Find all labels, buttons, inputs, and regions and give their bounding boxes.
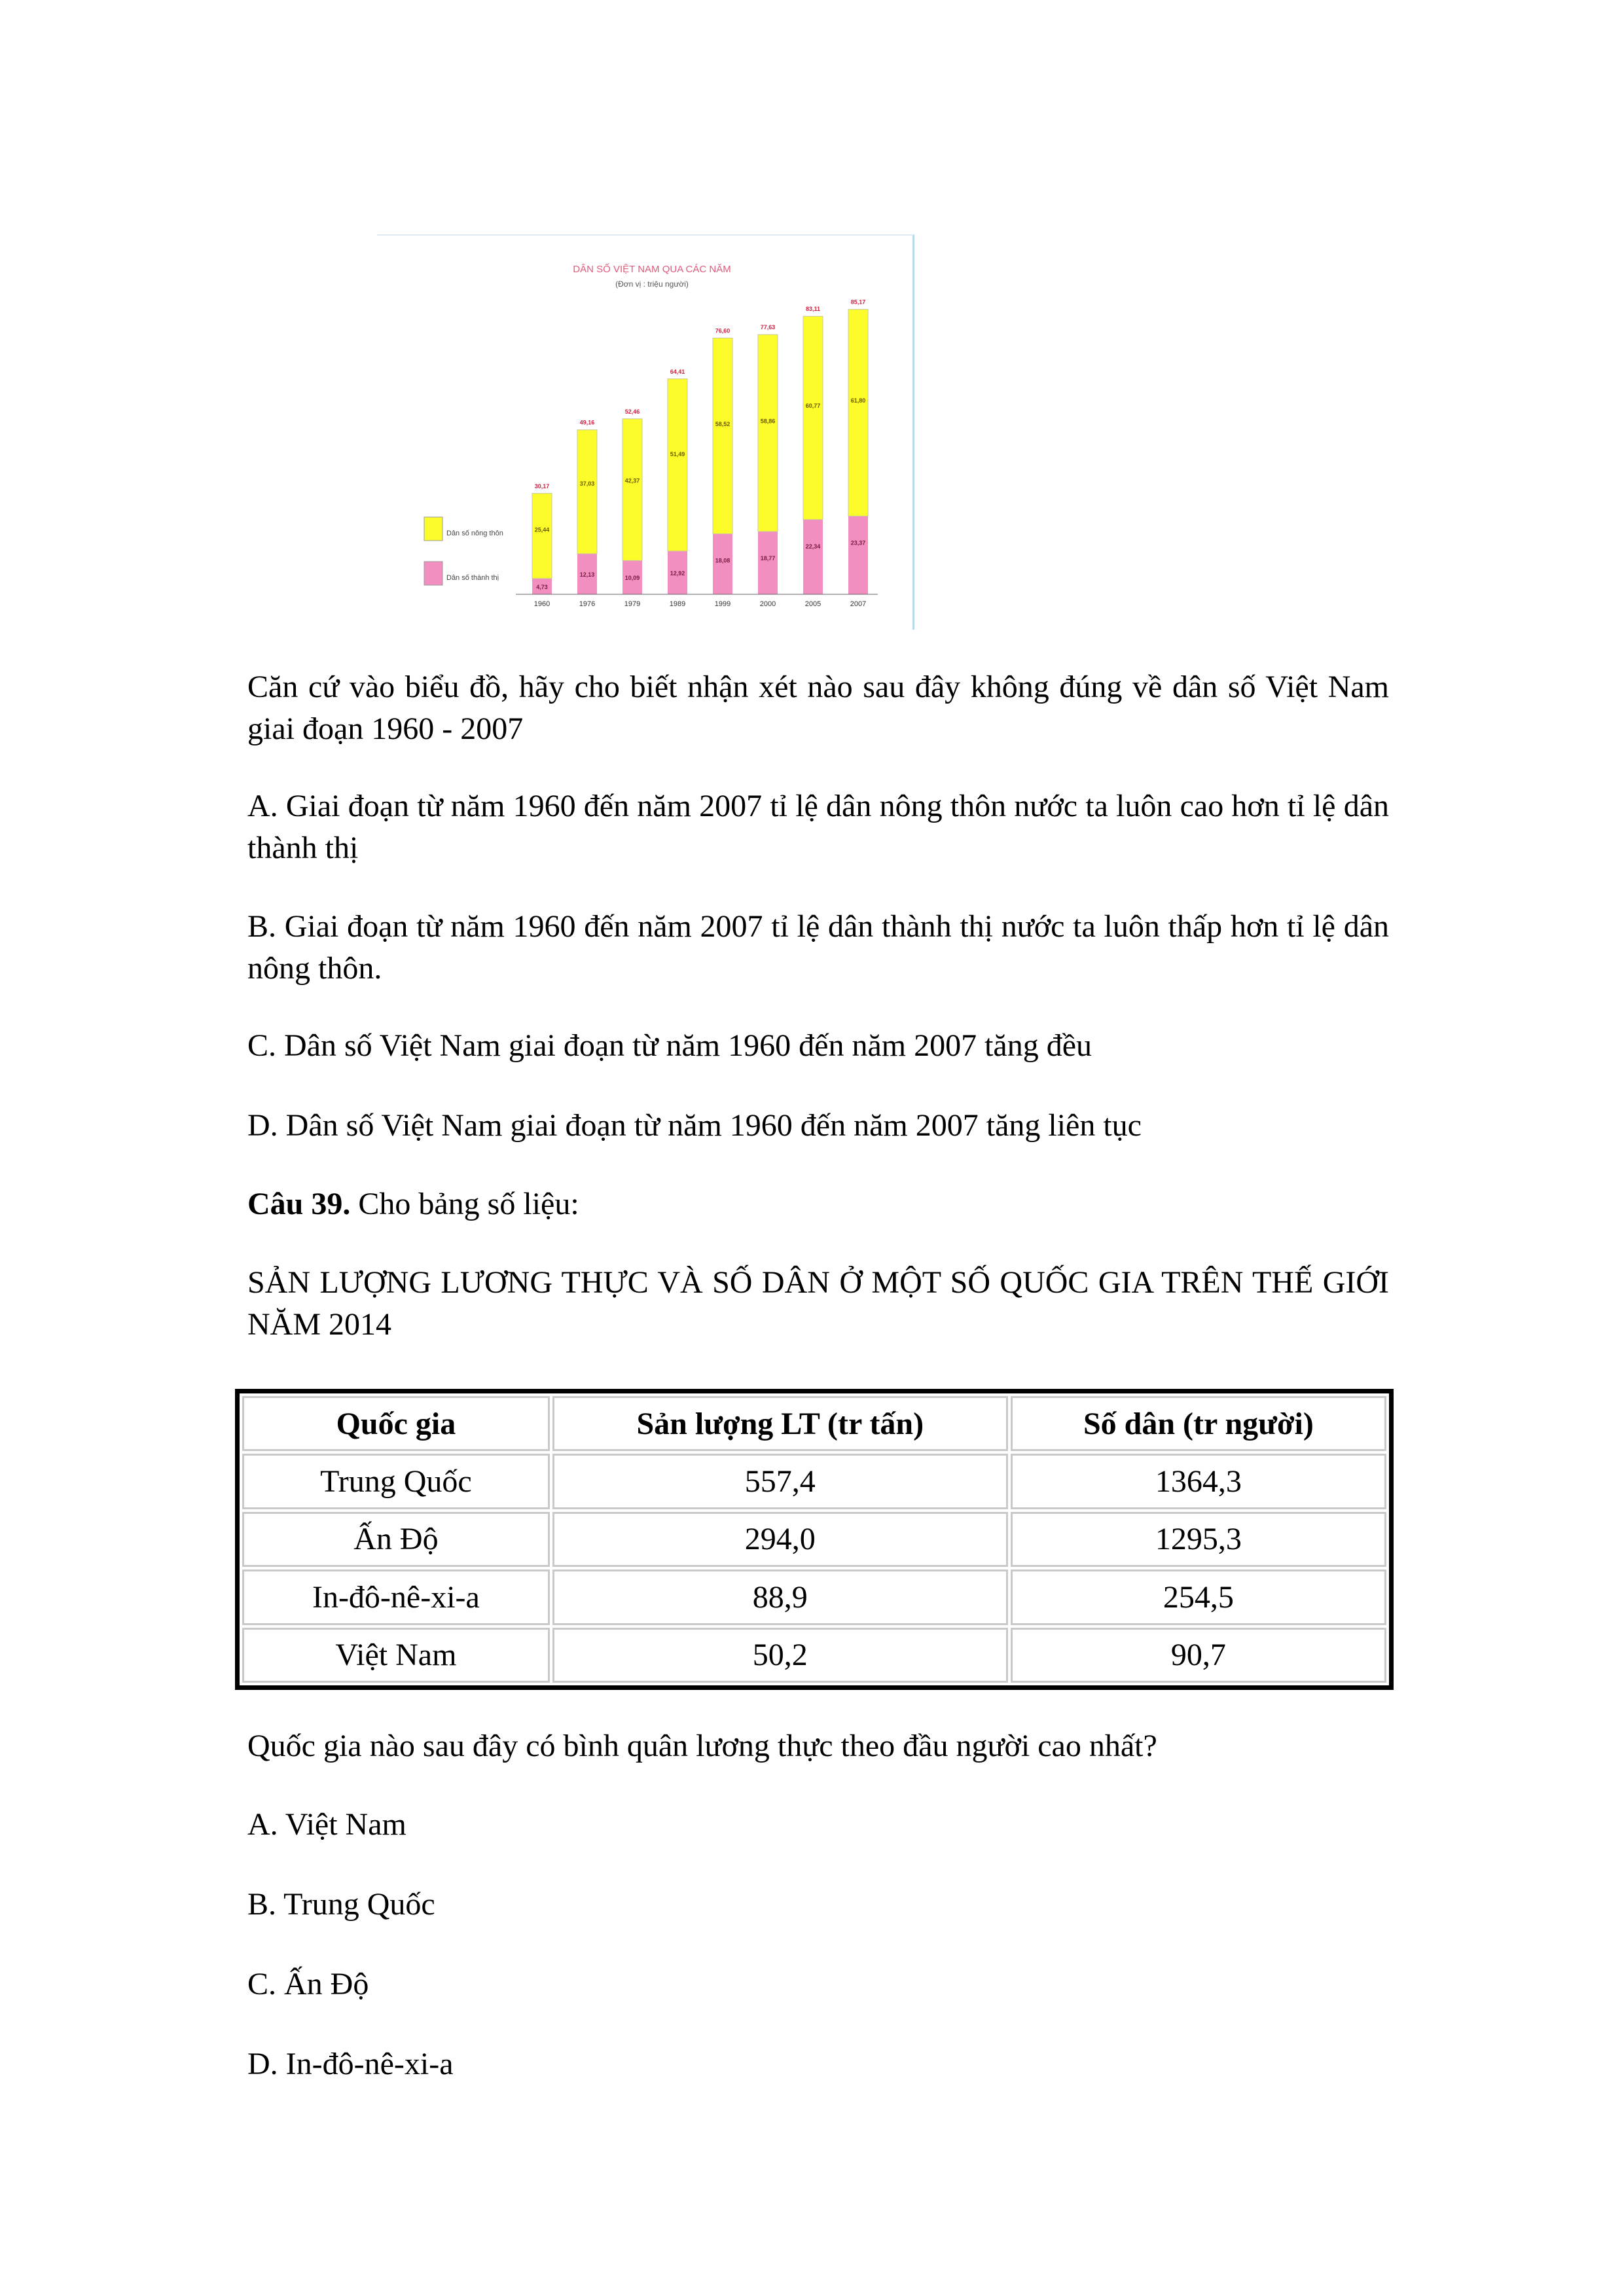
tick-1979: 1979: [624, 600, 641, 608]
question-39-table-title: SẢN LƯỢNG LƯƠNG THỰC VÀ SỐ DÂN Ở MỘT SỐ QUỐC GIA TRÊN THẾ GIỚI NĂM 2014: [247, 1265, 1389, 1342]
label-rural-1999: 58,52: [715, 421, 731, 428]
question-39-option-b: B. Trung Quốc: [247, 1887, 435, 1922]
label-total-1979: 52,46: [624, 408, 640, 415]
legend-swatch-rural: [424, 517, 442, 541]
label-urban-1989: 12,92: [670, 569, 685, 577]
table-cell: 557,4: [552, 1454, 1008, 1509]
legend-swatch-urban: [424, 562, 442, 585]
table-cell: 254,5: [1011, 1570, 1386, 1624]
tick-1999: 1999: [714, 600, 731, 608]
label-total-2005: 83,11: [805, 306, 821, 313]
label-total-2000: 77,63: [760, 324, 776, 331]
label-urban-1976: 12,13: [579, 571, 595, 579]
table-header-row: [242, 1396, 1386, 1451]
tick-1989: 1989: [669, 600, 686, 608]
table-cell: Trung Quốc: [242, 1454, 550, 1509]
question-38-option-c: C. Dân số Việt Nam giai đoạn từ năm 1960 đến năm 2007 tăng đều: [247, 1028, 1092, 1063]
question-39-stem: Quốc gia nào sau đây có bình quân lương thực theo đầu người cao nhất?: [247, 1729, 1157, 1763]
tick-2007: 2007: [850, 600, 867, 608]
bar-urban-2005: [803, 520, 823, 594]
label-rural-1979: 42,37: [624, 477, 640, 484]
bar-rural-2000: [758, 334, 778, 531]
bar-urban-2000: [758, 531, 778, 594]
table-row: [242, 1628, 1386, 1683]
label-rural-2007: 61,80: [850, 397, 866, 404]
bar-rural-1999: [713, 338, 732, 533]
label-total-1999: 76,60: [715, 327, 731, 334]
bar-urban-2007: [848, 516, 868, 594]
tick-1960: 1960: [533, 600, 550, 608]
table-cell: Việt Nam: [242, 1628, 550, 1683]
bar-rural-1989: [668, 379, 687, 551]
label-total-2007: 85,17: [850, 298, 866, 306]
bar-rural-2005: [803, 316, 823, 520]
table-cell: Ấn Độ: [242, 1512, 550, 1567]
bar-urban-1999: [713, 534, 732, 594]
label-rural-2000: 58,86: [760, 418, 776, 425]
label-urban-2007: 23,37: [850, 539, 866, 547]
question-39-heading: [247, 1183, 1389, 1225]
population-chart-image: [377, 234, 914, 630]
table-cell: 50,2: [552, 1628, 1008, 1683]
legend-label-urban: Dân số thành thị: [446, 574, 499, 582]
table-row: [242, 1512, 1386, 1567]
chart-subtitle: (Đơn vị : triệu người): [615, 279, 689, 289]
food-population-table: [235, 1389, 1394, 1690]
label-total-1989: 64,41: [670, 368, 685, 375]
label-urban-2000: 18,77: [760, 555, 776, 562]
label-urban-2005: 22,34: [805, 543, 821, 550]
header-country: Quốc gia: [242, 1396, 550, 1451]
bar-rural-1976: [577, 430, 597, 554]
label-urban-1999: 18,08: [715, 557, 731, 564]
question-39-intro: Cho bảng số liệu:: [350, 1187, 579, 1221]
label-rural-2005: 60,77: [805, 402, 821, 409]
legend-label-rural: Dân số nông thôn: [446, 529, 503, 537]
question-39-option-c: C. Ấn Độ: [247, 1967, 369, 2001]
table-row: [242, 1454, 1386, 1509]
table-cell: 1295,3: [1011, 1512, 1386, 1567]
label-total-1960: 30,17: [534, 482, 550, 490]
tick-1976: 1976: [579, 600, 596, 608]
question-39-option-d: D. In-đô-nê-xi-a: [247, 2047, 454, 2081]
table-cell: 88,9: [552, 1570, 1008, 1624]
label-total-1976: 49,16: [579, 419, 595, 426]
header-food-output: Sản lượng LT (tr tấn): [552, 1396, 1008, 1451]
table-cell: 1364,3: [1011, 1454, 1386, 1509]
tick-2005: 2005: [804, 600, 821, 608]
label-rural-1960: 25,44: [534, 526, 550, 533]
bar-rural-1979: [623, 419, 642, 561]
chart-title: DÂN SỐ VIỆT NAM QUA CÁC NĂM: [573, 264, 731, 275]
question-39-option-a: A. Việt Nam: [247, 1807, 406, 1842]
tick-2000: 2000: [759, 600, 776, 608]
label-rural-1989: 51,49: [670, 451, 685, 458]
table-cell: 90,7: [1011, 1628, 1386, 1683]
population-chart: [377, 236, 912, 630]
question-39-label: Câu 39.: [247, 1187, 351, 1221]
question-38-option-a: A. Giai đoạn từ năm 1960 đến năm 2007 tỉ lệ dân nông thôn nước ta luôn cao hơn tỉ lệ dân thành thị: [247, 789, 1389, 865]
table-cell: In-đô-nê-xi-a: [242, 1570, 550, 1624]
chart-bars: [516, 299, 878, 608]
bar-rural-2007: [848, 310, 868, 516]
question-38-stem: Căn cứ vào biểu đồ, hãy cho biết nhận xét nào sau đây không đúng về dân số Việt Nam giai đoạn 1960 - 2007: [247, 670, 1389, 746]
table-row: [242, 1570, 1386, 1624]
chart-legend: [424, 517, 503, 585]
label-rural-1976: 37,03: [579, 480, 595, 487]
question-38-option-b: B. Giai đoạn từ năm 1960 đến năm 2007 tỉ lệ dân thành thị nước ta luôn thấp hơn tỉ lệ dân nông thôn.: [247, 909, 1389, 986]
label-urban-1960: 4,73: [536, 583, 548, 590]
header-population: Số dân (tr người): [1011, 1396, 1386, 1451]
label-urban-1979: 10,09: [624, 575, 640, 582]
table-cell: 294,0: [552, 1512, 1008, 1567]
question-38-option-d: D. Dân số Việt Nam giai đoạn từ năm 1960 đến năm 2007 tăng liên tục: [247, 1108, 1142, 1143]
bar-rural-1960: [532, 493, 552, 579]
